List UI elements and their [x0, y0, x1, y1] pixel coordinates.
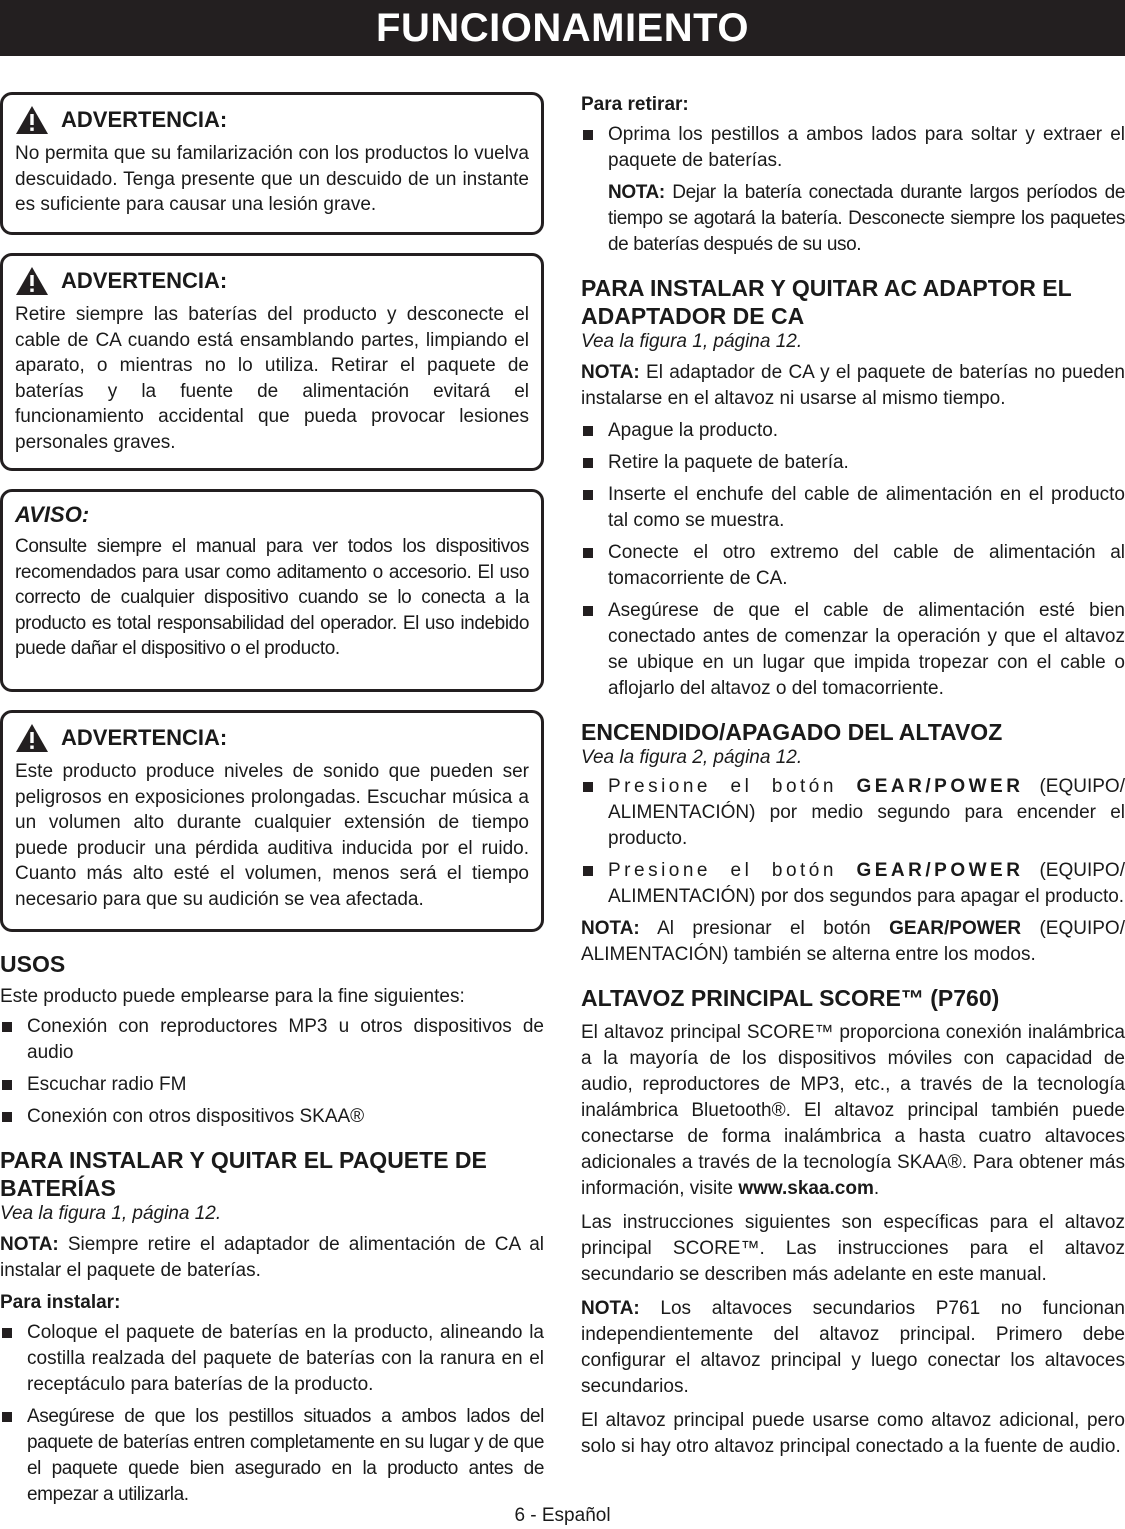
paragraph-text: . — [873, 1178, 880, 1199]
usos-intro: Este producto puede emplearse para la fine siguientes: — [0, 986, 465, 1007]
list-item: Conexión con otros dispositivos SKAA® — [0, 1104, 544, 1130]
power-note — [581, 916, 1125, 968]
usos-heading: USOS — [0, 951, 66, 977]
install-label: Para instalar: — [0, 1292, 121, 1313]
warning-title-text: ADVERTENCIA: — [61, 268, 228, 293]
warning-triangle-icon — [15, 723, 49, 753]
remove-list — [581, 122, 1125, 174]
score-paragraph — [581, 1020, 1125, 1202]
notice-title: AVISO: — [15, 502, 90, 527]
list-item: Retire la paquete de batería. — [581, 450, 1125, 476]
warning-title — [15, 105, 529, 135]
battery-heading: PARA INSTALAR Y QUITAR EL PAQUETE DE BATERÍAS — [0, 1147, 487, 1201]
battery-figure-ref: Vea la figura 1, página 12. — [0, 1203, 222, 1224]
item-text: (EQUIPO/ ALIMENTACIÓN) por dos segundos para apagar el producto. — [608, 860, 1125, 907]
notice-text: Consulte siempre el manual para ver todos los dispositivos recomendados para usar como aditamento o accesorio. El uso correcto de cualquier dispositivo cuando se lo conecta a la producto es total responsabilidad del operador. El uso indebido puede dañar el dispositivo o el producto. — [15, 536, 529, 659]
item-text: (EQUIPO/ ALIMENTACIÓN) por medio segundo para encender el producto. — [608, 776, 1125, 849]
list-item: Asegúrese de que los pestillos situados a ambos lados del paquete de baterías entren completamente en su lugar y de que el paquete quede bien asegurado en la producto antes de empezar a utilizarla. — [0, 1404, 544, 1508]
page-title: FUNCIONAMIENTO — [376, 6, 749, 50]
warning-box — [0, 253, 544, 471]
warning-box — [0, 92, 544, 235]
note-text: (EQUIPO/ ALIMENTACIÓN) también se alterna entre los modos. — [581, 918, 1125, 965]
power-list — [581, 774, 1125, 910]
note-label: NOTA: — [581, 1298, 640, 1319]
note-label: NOTA: — [0, 1234, 59, 1255]
note-text: Al presionar el botón — [639, 918, 890, 939]
paragraph-text: El altavoz principal SCORE™ proporciona conexión inalámbrica a la mayoría de los dispositivos móviles con capacidad de audio, reproductores de MP3, etc., a través de la tecnología inalámbrica Bluetooth®. El altavoz principal también puede conectarse de forma inalámbrica a hasta cuatro altavoces adicionales a través de la tecnología SKAA®. Para obtener más información, visite — [581, 1022, 1125, 1199]
warning-title — [15, 266, 529, 296]
note-label: NOTA: — [608, 182, 665, 203]
remove-note — [581, 180, 1125, 258]
score-paragraph: El altavoz principal puede usarse como altavoz adicional, pero solo si hay otro altavoz principal conectado a la fuente de audio. — [581, 1410, 1125, 1457]
list-item: Apague la producto. — [581, 418, 1125, 444]
gear-power-button-label: GEAR/POWER — [856, 776, 1024, 797]
adapter-list — [581, 418, 1125, 702]
left-column — [0, 92, 544, 1508]
item-text: Presione el botón — [608, 860, 857, 881]
warning-box — [0, 710, 544, 932]
list-item: Escuchar radio FM — [0, 1072, 544, 1098]
gear-power-button-label: GEAR/POWER — [856, 860, 1024, 881]
score-note — [581, 1296, 1125, 1400]
warning-triangle-icon — [15, 266, 49, 296]
adapter-figure-ref: Vea la figura 1, página 12. — [581, 331, 803, 352]
note-text: Los altavoces secundarios P761 no funcionan independientemente del altavoz principal. Primero debe configurar el altavoz principal y luego conectar los altavoces secundarios. — [581, 1298, 1125, 1397]
list-item: Asegúrese de que el cable de alimentación esté bien conectado antes de comenzar la operación y que el altavoz se ubique en un lugar que impida tropezar con el cable o aflojarlo del altavoz o del tomacorriente. — [581, 598, 1125, 702]
install-list — [0, 1320, 544, 1508]
gear-power-button-label: GEAR/POWER — [889, 918, 1022, 939]
list-item — [581, 774, 1125, 852]
list-item: Conecte el otro extremo del cable de alimentación al tomacorriente de CA. — [581, 540, 1125, 592]
warning-text: Retire siempre las baterías del producto y desconecte el cable de CA cuando está ensamblando partes, limpiando el aparato, o mientras no lo utiliza. Retirar el paquete de baterías y la fuente de alimentación evitará el funcionamiento accidental que pueda provocar lesiones personales graves. — [15, 304, 529, 453]
right-column — [581, 92, 1125, 1460]
item-text: Presione el botón — [608, 776, 857, 797]
page-number: 6 - Español — [514, 1505, 611, 1526]
note-text: Dejar la batería conectada durante largos períodos de tiempo se agotará la batería. Desconecte siempre los paquetes de baterías después de su uso. — [608, 182, 1125, 255]
note-label: NOTA: — [581, 918, 640, 939]
list-item: Inserte el enchufe del cable de alimentación en el producto tal como se muestra. — [581, 482, 1125, 534]
warning-triangle-icon — [15, 105, 49, 135]
adapter-note — [581, 360, 1125, 412]
notice-box — [0, 489, 544, 692]
power-figure-ref: Vea la figura 2, página 12. — [581, 747, 803, 768]
warning-title-text: ADVERTENCIA: — [61, 725, 228, 750]
list-item: Coloque el paquete de baterías en la producto, alineando la costilla realzada del paquete de baterías con la ranura en el receptáculo para baterías de la producto. — [0, 1320, 544, 1398]
note-text: Siempre retire el adaptador de alimentación de CA al instalar el paquete de baterías. — [0, 1234, 544, 1281]
note-text: El adaptador de CA y el paquete de baterías no pueden instalarse en el altavoz ni usarse al mismo tiempo. — [581, 362, 1125, 409]
score-paragraph: Las instrucciones siguientes son específicas para el altavoz principal SCORE™. Las instrucciones para el altavoz secundario se describen más adelante en este manual. — [581, 1212, 1125, 1285]
warning-text: Este producto produce niveles de sonido que pueden ser peligrosos en exposiciones prolongadas. Escuchar música a un volumen alto durante cualquier extensión de tiempo puede producir una pérdida auditiva inducida por el ruido. Cuanto más alto esté el volumen, menos será el tiempo necesario para que su audición se vea afectada. — [15, 761, 529, 910]
warning-text: No permita que su familarización con los productos lo vuelva descuidado. Tenga presente que un descuido de un instante es suficiente para causar una lesión grave. — [15, 143, 529, 215]
list-item: Oprima los pestillos a ambos lados para soltar y extraer el paquete de baterías. — [581, 122, 1125, 174]
skaa-link[interactable]: www.skaa.com — [738, 1178, 874, 1199]
list-item — [581, 858, 1125, 910]
warning-title — [15, 723, 529, 753]
usos-list — [0, 1014, 544, 1130]
power-heading: ENCENDIDO/APAGADO DEL ALTAVOZ — [581, 719, 1003, 745]
list-item: Conexión con reproductores MP3 u otros dispositivos de audio — [0, 1014, 544, 1066]
warning-title-text: ADVERTENCIA: — [61, 107, 228, 132]
battery-note — [0, 1232, 544, 1284]
remove-label: Para retirar: — [581, 94, 689, 115]
note-label: NOTA: — [581, 362, 640, 383]
score-heading: ALTAVOZ PRINCIPAL SCORE™ (P760) — [581, 985, 1000, 1011]
adapter-heading: PARA INSTALAR Y QUITAR AC ADAPTOR EL ADAPTADOR DE CA — [581, 275, 1072, 329]
page-header — [0, 0, 1125, 56]
